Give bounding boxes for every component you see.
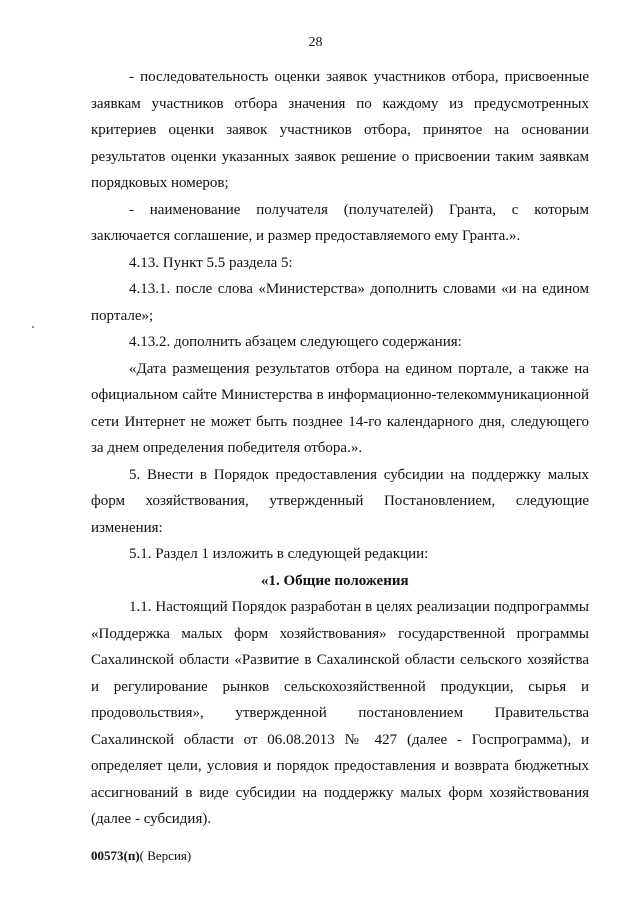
document-code: 00573(п)	[91, 848, 140, 863]
document-body	[91, 64, 589, 833]
paragraph-item-4-13: 4.13. Пункт 5.5 раздела 5:	[129, 254, 293, 271]
page-number: 28	[308, 35, 323, 50]
paragraph-item-5: 5. Внести в Порядок предоставления субсидии на поддержку малых форм хозяйствования, утвержденный Постановлением, следующие изменения:	[91, 466, 589, 536]
paragraph-item-1-1: 1.1. Настоящий Порядок разработан в целях реализации подпрограммы «Поддержка малых форм хозяйствования» государственной программы Сахалинской области «Развитие в Сахалинской области сельского хозяйства и регулирование рынков сельскохозяйственной продукции, сырья и продовольствия», утвержденной постановлением Правительства Сахалинской области от 06.08.2013 № 427 (далее - Госпрограмма), и определяет цели, условия и порядок предоставления и возврата бюджетных ассигнований в виде субсидии на поддержку малых форм хозяйствования (далее - субсидия).	[91, 599, 589, 827]
paragraph-item-5-1: 5.1. Раздел 1 изложить в следующей редакции:	[129, 546, 429, 562]
document-footer	[91, 848, 191, 864]
section-heading-general-provisions: «1. Общие положения	[261, 572, 409, 589]
document-version: ( Версия)	[139, 848, 192, 863]
paragraph-evaluation-sequence: - последовательность оценки заявок участников отбора, присвоенные заявкам участников отбора значения по каждому из предусмотренных критериев оценки заявок участников отбора, принятое на основании результатов оценки указанных заявок решение о присвоении таким заявкам порядковых номеров;	[91, 69, 589, 191]
scan-artifact-dot	[32, 326, 34, 328]
paragraph-publication-date: «Дата размещения результатов отбора на едином портале, а также на официальном сайте Министерства в информационно-телекоммуникационной сети Интернет не может быть позднее 14-го календарного дня, следующего за днем определения победителя отбора.».	[91, 360, 589, 456]
paragraph-item-4-13-1: 4.13.1. после слова «Министерства» дополнить словами «и на едином портале»;	[91, 281, 589, 324]
paragraph-grant-recipient: - наименование получателя (получателей) Гранта, с которым заключается соглашение, и размер предоставляемого ему Гранта.».	[91, 201, 589, 244]
paragraph-item-4-13-2: 4.13.2. дополнить абзацем следующего содержания:	[129, 334, 462, 350]
